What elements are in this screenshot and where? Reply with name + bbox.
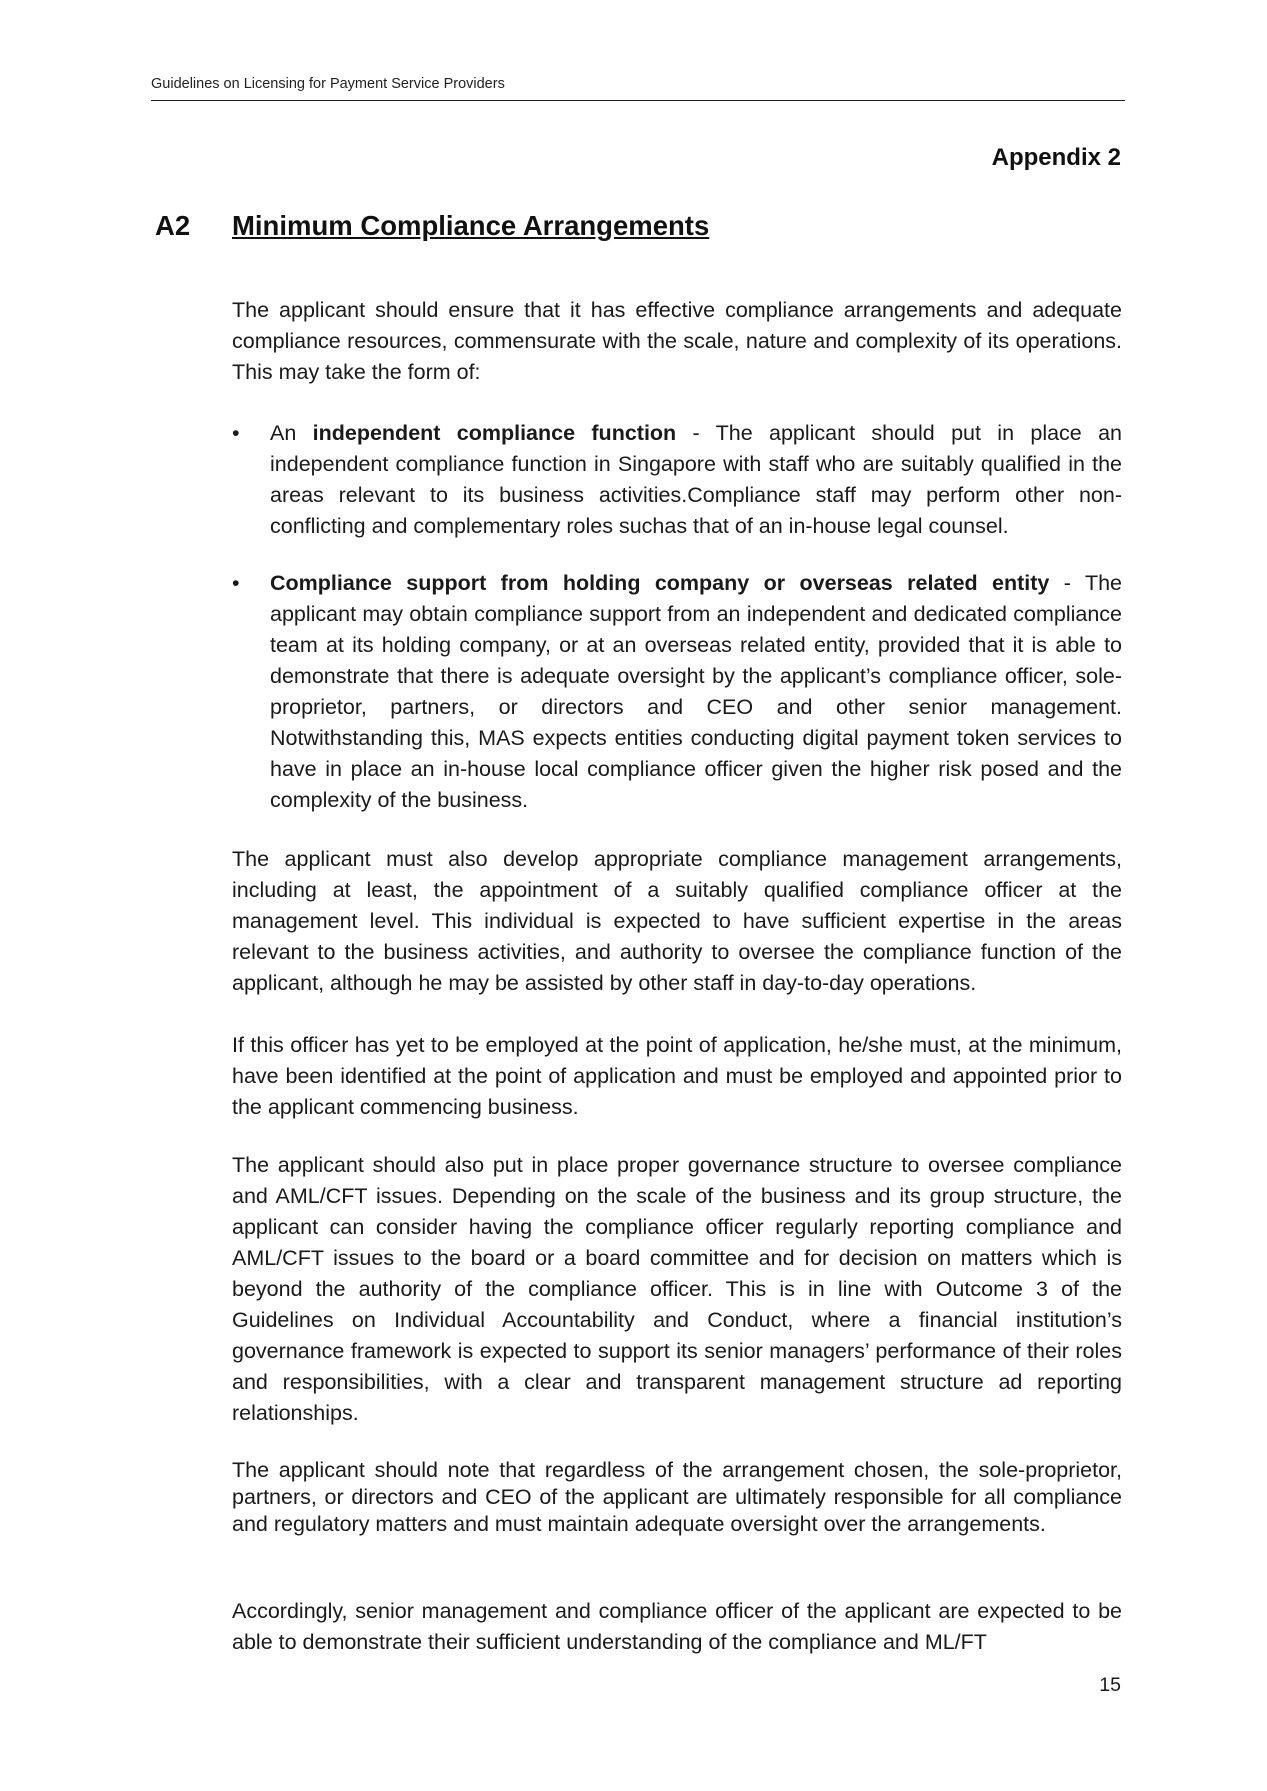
bullet-bold-term: independent compliance function <box>312 421 677 445</box>
header-title: Guidelines on Licensing for Payment Service Providers <box>151 76 505 92</box>
body-paragraph: The applicant should also put in place proper governance structure to oversee compliance and AML/CFT issues. Depending on the scale of the business and its group structure, the applicant can consider having the compliance officer regularly reporting compliance and AML/CFT issues to the board or a board committee and for decision on matters which is beyond the authority of the compliance officer. This is in line with Outcome 3 of the Guidelines on Individual Accountability and Conduct, where a financial institution’s governance framework is expected to support its senior managers’ performance of their roles and responsibilities, with a clear and transparent management structure ad reporting relationships. <box>232 1153 1122 1425</box>
bullet-text <box>270 568 1122 816</box>
bullet-body-text: - The applicant should put in place an independent compliance function in Singapore with staff who are suitably qualified in the areas relevant to its business activities.Compliance staff may perform other non-conflicting and complementary roles suchas that of an in-house legal counsel. <box>270 421 1122 538</box>
bullet-item <box>232 568 1122 816</box>
body-paragraph: If this officer has yet to be employed at the point of application, he/she must, at the minimum, have been identified at the point of application and must be employed and appointed prior to the applicant commencing business. <box>232 1033 1122 1119</box>
bullet-lead-text: An <box>270 421 313 445</box>
intro-paragraph: The applicant should ensure that it has effective compliance arrangements and adequate compliance resources, commensurate with the scale, nature and complexity of its operations. This may take the form of: <box>232 298 1122 384</box>
body-paragraph: The applicant must also develop appropriate compliance management arrangements, including at least, the appointment of a suitably qualified compliance officer at the management level. This individual is expected to have sufficient expertise in the areas relevant to the business activities, and authority to oversee the compliance function of the applicant, although he may be assisted by other staff in day-to-day operations. <box>232 847 1122 995</box>
bullet-body-text: - The applicant may obtain compliance support from an independent and dedicated compliance team at its holding company, or at an overseas related entity, provided that it is able to demonstrate that there is adequate oversight by the applicant’s compliance officer, sole-proprietor, partners, or directors and CEO and other senior management. Notwithstanding this, MAS expects entities conducting digital payment token services to have in place an in-house local compliance officer given the higher risk posed and the complexity of the business. <box>270 571 1123 812</box>
bullet-marker: • <box>232 571 240 595</box>
bullet-marker: • <box>232 421 240 445</box>
bullet-bold-term: Compliance support from holding company or overseas related entity <box>270 571 1050 595</box>
bullet-text <box>270 418 1122 542</box>
page-number: 15 <box>1099 1674 1121 1696</box>
appendix-label: Appendix 2 <box>991 144 1121 171</box>
body-paragraph: Accordingly, senior management and compliance officer of the applicant are expected to be able to demonstrate their sufficient understanding of the compliance and ML/FT <box>232 1599 1122 1654</box>
bullet-item <box>232 418 1122 542</box>
body-paragraph: The applicant should note that regardless of the arrangement chosen, the sole-proprietor, partners, or directors and CEO of the applicant are ultimately responsible for all compliance and regulatory matters and must maintain adequate oversight over the arrangements. <box>232 1458 1122 1536</box>
section-title: Minimum Compliance Arrangements <box>232 210 710 241</box>
section-number: A2 <box>155 210 191 241</box>
running-header <box>151 76 1125 101</box>
